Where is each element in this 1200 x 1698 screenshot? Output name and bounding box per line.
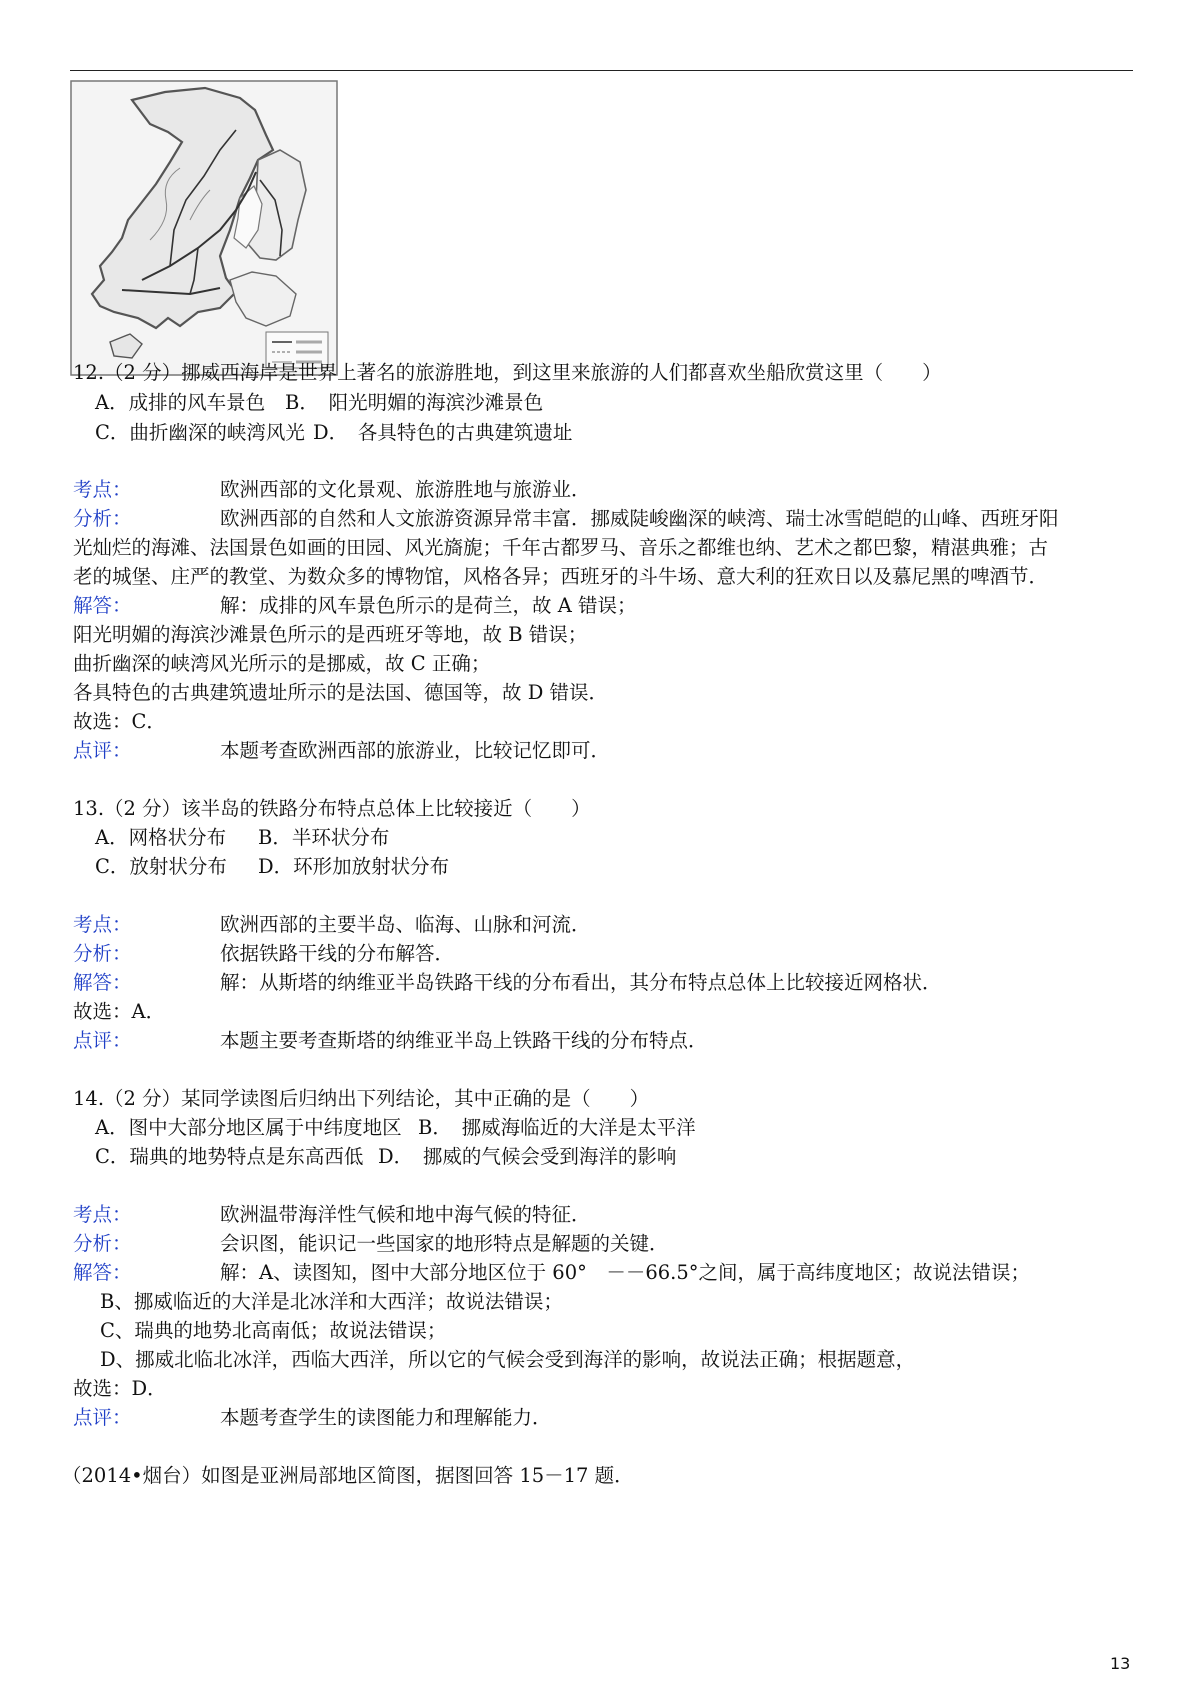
- q13-option-d: D．环形加放射状分布: [258, 855, 450, 878]
- q14-kaodian-label: 考点：: [73, 1203, 132, 1226]
- q14-dianping-label: 点评：: [73, 1406, 132, 1429]
- q14-stem: 14.（2 分）某同学读图后归纳出下列结论，其中正确的是（ ）: [73, 1087, 650, 1110]
- page-number: 13: [1110, 1654, 1131, 1673]
- next-section-intro: （2014•烟台）如图是亚洲局部地区简图，据图回答 15－17 题．: [62, 1464, 634, 1487]
- q13-stem: 13.（2 分）该半岛的铁路分布特点总体上比较接近（ ）: [73, 797, 591, 820]
- q13-fenxi-label: 分析：: [73, 942, 132, 965]
- q13-kaodian-label: 考点：: [73, 913, 132, 936]
- q12-jieda-1: 解：成排的风车景色所示的是荷兰，故 A 错误；: [220, 594, 637, 617]
- q12-jieda-4: 各具特色的古典建筑遗址所示的是法国、德国等，故 D 错误．: [73, 681, 609, 704]
- q13-fenxi: 依据铁路干线的分布解答．: [220, 942, 455, 965]
- q12-dianping-label: 点评：: [73, 739, 132, 762]
- q13-dianping: 本题主要考查斯塔的纳维亚半岛上铁路干线的分布特点．: [220, 1029, 708, 1052]
- q12-fenxi-1: 欧洲西部的自然和人文旅游资源异常丰富．挪威陡峻幽深的峡湾、瑞士冰雪皑皑的山峰、西班牙阳: [220, 507, 1059, 530]
- q12-fenxi-2: 光灿烂的海滩、法国景色如画的田园、风光旖旎；千年古都罗马、音乐之都维也纳、艺术之都巴黎，精湛典雅；古: [73, 536, 1049, 559]
- q13-option-b: B．半环状分布: [258, 826, 390, 849]
- q14-jieda-3: C、瑞典的地势北高南低；故说法错误；: [100, 1319, 447, 1342]
- q14-option-d: D． 挪威的气候会受到海洋的影响: [378, 1145, 677, 1168]
- q14-option-c: C．瑞典的地势特点是东高西低: [95, 1145, 364, 1168]
- q14-kaodian: 欧洲温带海洋性气候和地中海气候的特征．: [220, 1203, 591, 1226]
- q12-answer: 故选：C．: [73, 710, 166, 733]
- q14-fenxi-label: 分析：: [73, 1232, 132, 1255]
- q12-jieda-3: 曲折幽深的峡湾风光所示的是挪威，故 C 正确；: [73, 652, 491, 675]
- q12-jieda-label: 解答：: [73, 594, 132, 617]
- q14-fenxi: 会识图，能识记一些国家的地形特点是解题的关键．: [220, 1232, 669, 1255]
- q12-option-d: D． 各具特色的古典建筑遗址: [313, 421, 573, 444]
- q13-option-c: C．放射状分布: [95, 855, 227, 878]
- q12-dianping: 本题考查欧洲西部的旅游业，比较记忆即可．: [220, 739, 611, 762]
- q12-option-a: A．成排的风车景色: [95, 391, 266, 414]
- scandinavia-map-figure: [70, 80, 338, 376]
- q14-jieda-4: D、挪威北临北冰洋，西临大西洋，所以它的气候会受到海洋的影响，故说法正确；根据题意，: [100, 1348, 916, 1371]
- q13-answer: 故选：A．: [73, 1000, 166, 1023]
- q13-kaodian: 欧洲西部的主要半岛、临海、山脉和河流．: [220, 913, 591, 936]
- q14-jieda-label: 解答：: [73, 1261, 132, 1284]
- q13-option-a: A．网格状分布: [95, 826, 227, 849]
- q12-kaodian-label: 考点：: [73, 478, 132, 501]
- q14-option-b: B． 挪威海临近的大洋是太平洋: [418, 1116, 696, 1139]
- q13-dianping-label: 点评：: [73, 1029, 132, 1052]
- q12-fenxi-label: 分析：: [73, 507, 132, 530]
- q14-jieda-1: 解：A、读图知，图中大部分地区位于 60° －－66.5°之间，属于高纬度地区；故说法错误；: [220, 1261, 1031, 1284]
- q12-fenxi-3: 老的城堡、庄严的教堂、为数众多的博物馆，风格各异；西班牙的斗牛场、意大利的狂欢日以及慕尼黑的啤酒节．: [73, 565, 1049, 588]
- q12-jieda-2: 阳光明媚的海滨沙滩景色所示的是西班牙等地，故 B 错误；: [73, 623, 588, 646]
- q13-jieda-label: 解答：: [73, 971, 132, 994]
- q14-dianping: 本题考查学生的读图能力和理解能力．: [220, 1406, 552, 1429]
- q13-jieda: 解：从斯塔的纳维亚半岛铁路干线的分布看出，其分布特点总体上比较接近网格状．: [220, 971, 942, 994]
- q12-stem: 12.（2 分）挪威西海岸是世界上著名的旅游胜地，到这里来旅游的人们都喜欢坐船欣赏这里（ ）: [73, 361, 942, 384]
- q14-answer: 故选：D．: [73, 1377, 167, 1400]
- q14-jieda-2: B、挪威临近的大洋是北冰洋和大西洋；故说法错误；: [100, 1290, 563, 1313]
- q12-option-c: C．曲折幽深的峡湾风光: [95, 421, 305, 444]
- header-rule: [70, 70, 1133, 71]
- q12-kaodian: 欧洲西部的文化景观、旅游胜地与旅游业．: [220, 478, 591, 501]
- q14-option-a: A．图中大部分地区属于中纬度地区: [95, 1116, 402, 1139]
- q12-option-b: B． 阳光明媚的海滨沙滩景色: [285, 391, 544, 414]
